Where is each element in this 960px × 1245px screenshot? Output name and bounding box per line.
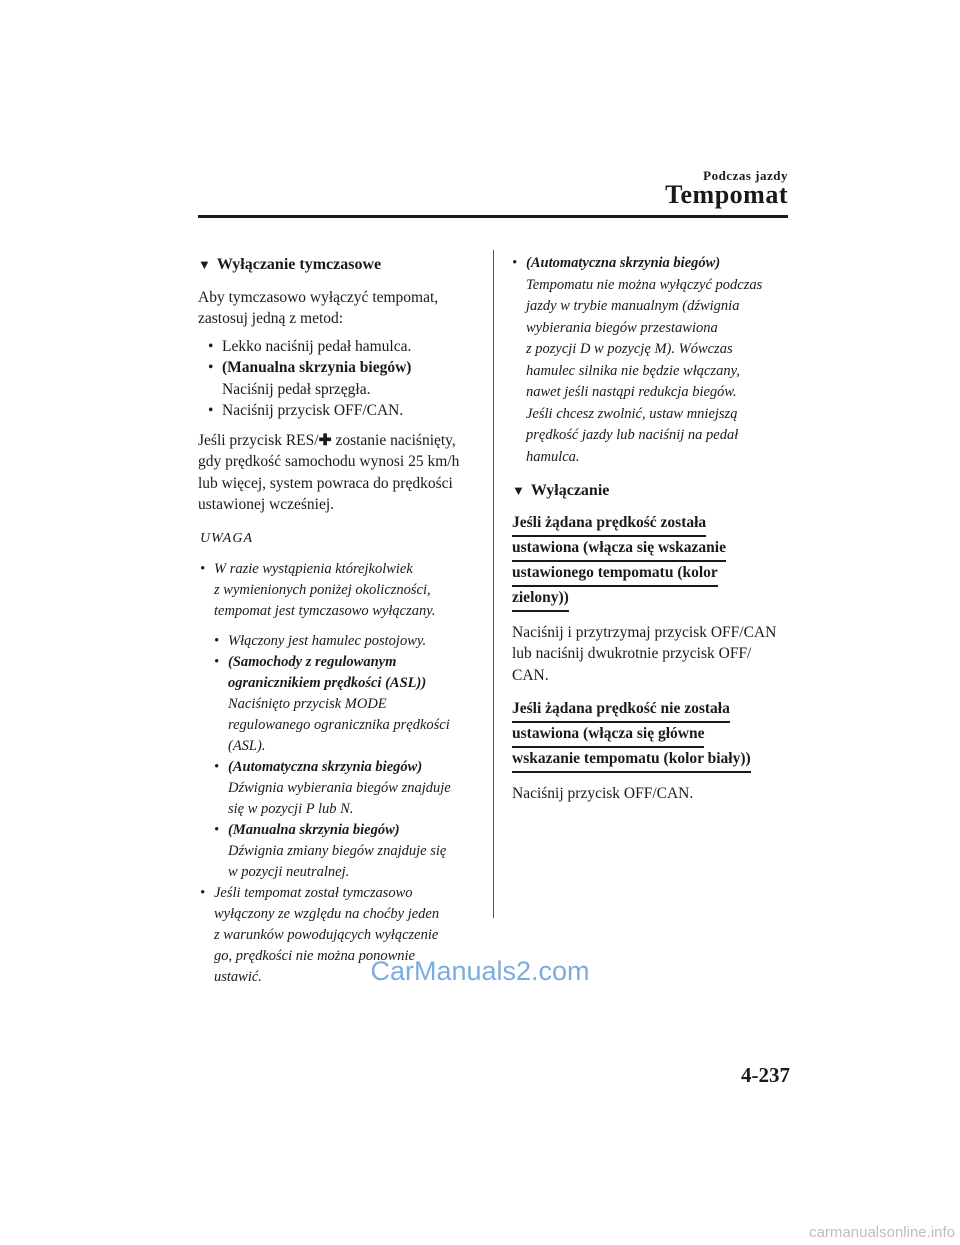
list-item: • Jeśli tempomat został tymczasowo wyłączony ze względu na choćby jeden z warunków powodujących wyłączenie go, prędkości nie można ponownie ustawić. bbox=[200, 885, 440, 985]
page-title: Tempomat bbox=[665, 180, 788, 209]
triangle-marker-icon: ▼ bbox=[198, 257, 211, 272]
triangle-marker-icon: ▼ bbox=[512, 483, 525, 498]
bullet: • bbox=[200, 561, 206, 577]
list-item: • W razie wystąpienia którejkolwiek z wymienionych poniżej okoliczności, tempomat jest tymczasowo wyłączany. bbox=[200, 561, 436, 619]
intro-line: zastosuj jedną z metod: bbox=[198, 310, 344, 327]
list-item: • (Automatyczna skrzynia biegów) Dźwignia wybierania biegów znajduje się w pozycji P lub N. bbox=[214, 759, 451, 817]
list-item: • (Samochody z regulowanym ogranicznikiem prędkości (ASL)) Naciśnięto przycisk MODE regulowanego ogranicznika prędkości (ASL). bbox=[214, 654, 450, 754]
left-column: ▼ Wyłączanie tymczasowe Aby tymczasowo wyłączyć tempomat, zastosuj jedną z metod: • Lekko naciśnij pedał hamulca. • (Manualna skrzynia biegów) Naciśnij pedał sprzęgła. • Naciśnij przycisk OFF/CAN. Jeśli przycisk RES/✚ zostanie naciśnięty, gdy prędkość samochodu wynosi 25 km/h lub więcej, system powraca do prędkości ustawionej wcześniej. UWAGA • W razie wystąpienia którejkolwiek z wymienionych poniżej okoliczności, tempomat jest tymczasowo wyłączany. • Włączony jest hamulec postojowy. • (Samochody z regulowanym ogranicznikiem prędkości (ASL)) Naciśnięto przycisk MODE regulowanego ogranicznika prędkości (ASL). • (Automatyczna skrzynia biegów) Dźwignia wybierania biegów znajduje się w pozycji P lub N. • (Manualna skrzynia biegów) Dźwignia zmiany biegów znajduje się w pozycji neutralnej. • Jeśli tempomat został tymczasowo wyłączony ze względu na choćby jeden z warunków powodujących wyłączenie go, prędkości nie można ponownie ustawić. bbox=[198, 254, 488, 988]
methods-list bbox=[198, 336, 488, 422]
note-label: UWAGA bbox=[200, 530, 254, 546]
res-paragraph: Jeśli przycisk RES/✚ zostanie naciśnięty, bbox=[198, 431, 456, 449]
condition-heading: Jeśli żądana prędkość została ustawiona (włącza się wskazanie ustawionego tempomatu (kolor zielony)) bbox=[512, 512, 792, 612]
heading-switch-off: ▼ Wyłączanie bbox=[512, 482, 610, 499]
condition-heading: Jeśli żądana prędkość nie została ustawiona (włącza się główne wskazanie tempomatu (kolor biały)) bbox=[512, 698, 792, 773]
heading-temporary-off: ▼ Wyłączanie tymczasowe bbox=[198, 256, 382, 273]
bullet: • bbox=[512, 255, 518, 271]
bullet: • bbox=[214, 654, 220, 670]
header-divider bbox=[198, 215, 788, 218]
list-item: • (Manualna skrzynia biegów) Dźwignia zmiany biegów znajduje się w pozycji neutralnej. bbox=[214, 822, 447, 880]
bullet: • bbox=[200, 885, 206, 901]
bullet: • bbox=[214, 759, 220, 775]
list-item: • (Automatyczna skrzynia biegów) Tempomatu nie można wyłączyć podczas jazdy w trybie manualnym (dźwignia wybierania biegów przestawiona z pozycji D w pozycję M). Wówczas hamulec silnika nie będzie włączany, nawet jeśli nastąpi redukcja biegów. Jeśli chcesz zwolnić, ustaw mniejszą prędkość jazdy lub naciśnij na pedał hamulca. bbox=[512, 255, 763, 465]
column-divider bbox=[493, 250, 494, 918]
bullet: • bbox=[208, 402, 214, 419]
list-item: • Naciśnij przycisk OFF/CAN. bbox=[208, 400, 488, 422]
right-column: • (Automatyczna skrzynia biegów) Tempomatu nie można wyłączyć podczas jazdy w trybie manualnym (dźwignia wybierania biegów przestawiona z pozycji D w pozycję M). Wówczas hamulec silnika nie będzie włączany, nawet jeśli nastąpi redukcja biegów. Jeśli chcesz zwolnić, ustaw mniejszą prędkość jazdy lub naciśnij na pedał hamulca. ▼ Wyłączanie Jeśli żądana prędkość została ustawiona (włącza się wskazanie ustawionego tempomatu (kolor zielony)) Naciśnij i przytrzymaj przycisk OFF/CAN lub naciśnij dwukrotnie przycisk OFF/ CAN. Jeśli żądana prędkość nie została ustawiona (włącza się główne wskazanie tempomatu (kolor biały)) Naciśnij przycisk OFF/CAN. bbox=[512, 253, 792, 805]
bullet: • bbox=[208, 337, 214, 355]
bullet: • bbox=[208, 359, 214, 376]
watermark-link[interactable]: CarManuals2.com bbox=[370, 956, 590, 986]
bullet: • bbox=[214, 822, 220, 838]
list-item: • (Manualna skrzynia biegów) Naciśnij pedał sprzęgła. bbox=[208, 359, 412, 398]
note-block bbox=[198, 559, 488, 988]
bullet: • bbox=[214, 633, 220, 649]
plus-icon: ✚ bbox=[318, 431, 332, 449]
list-item: • Włączony jest hamulec postojowy. bbox=[214, 631, 488, 652]
list-item: • Lekko naciśnij pedał hamulca. bbox=[208, 336, 488, 358]
intro-line: Aby tymczasowo wyłączyć tempomat, bbox=[198, 288, 439, 306]
auto-note bbox=[512, 253, 792, 468]
page-number: 4-237 bbox=[741, 1063, 790, 1087]
section-header: Podczas jazdy bbox=[703, 168, 788, 183]
sub-list bbox=[200, 631, 488, 883]
footer-watermark: carmanualsonline.info bbox=[809, 1224, 955, 1241]
